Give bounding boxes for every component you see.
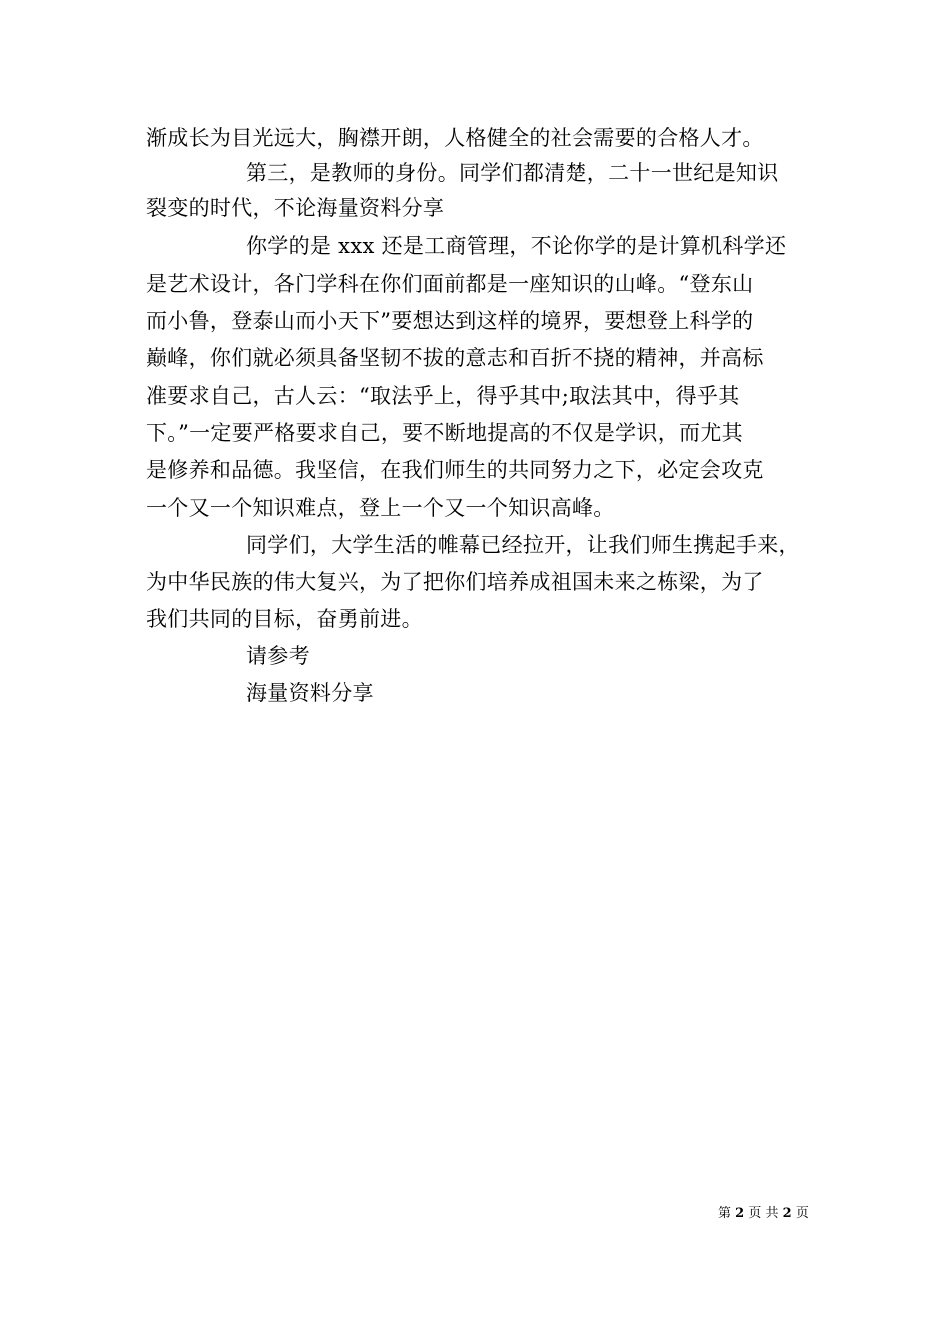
footer-suffix: 页 — [795, 1206, 809, 1221]
page-number-footer — [718, 1205, 809, 1223]
body-line: 是修养和品德。我坚信，在我们师生的共同努力之下，必定会攻克 — [146, 458, 764, 482]
footer-total-pages: 2 — [782, 1206, 792, 1221]
body-line: 海量资料分享 — [246, 681, 374, 705]
footer-prefix: 第 — [718, 1206, 732, 1221]
footer-current-page: 2 — [735, 1206, 745, 1221]
body-line: 同学们，大学生活的帷幕已经拉开，让我们师生携起手来， — [246, 533, 800, 557]
body-line: 为中华民族的伟大复兴，为了把你们培养成祖国未来之栋梁，为了 — [146, 570, 764, 594]
body-line: 我们共同的目标，奋勇前进。 — [146, 607, 423, 631]
body-line: 渐成长为目光远大，胸襟开朗，人格健全的社会需要的合格人才。 — [146, 126, 764, 150]
body-line: 是艺术设计，各门学科在你们面前都是一座知识的山峰。“登东山 — [146, 272, 754, 296]
body-line: 一个又一个知识难点，登上一个又一个知识高峰。 — [146, 496, 615, 520]
body-line: 下。”一定要严格要求自己，要不断地提高的不仅是学识，而尤其 — [146, 421, 743, 445]
footer-middle: 页 共 — [748, 1206, 779, 1221]
body-line: 请参考 — [246, 644, 310, 668]
body-line: 第三，是教师的身份。同学们都清楚，二十一世纪是知识 — [246, 161, 779, 185]
body-line: 巅峰，你们就必须具备坚韧不拔的意志和百折不挠的精神，并高标 — [146, 346, 764, 370]
body-line: 而小鲁，登泰山而小天下”要想达到这样的境界，要想登上科学的 — [146, 309, 754, 333]
body-line: 准要求自己，古人云：“取法乎上，得乎其中;取法其中，得乎其 — [146, 384, 740, 408]
body-line: 裂变的时代，不论海量资料分享 — [146, 196, 445, 220]
body-line: 你学的是 xxx 还是工商管理，不论你学的是计算机科学还 — [246, 234, 787, 258]
